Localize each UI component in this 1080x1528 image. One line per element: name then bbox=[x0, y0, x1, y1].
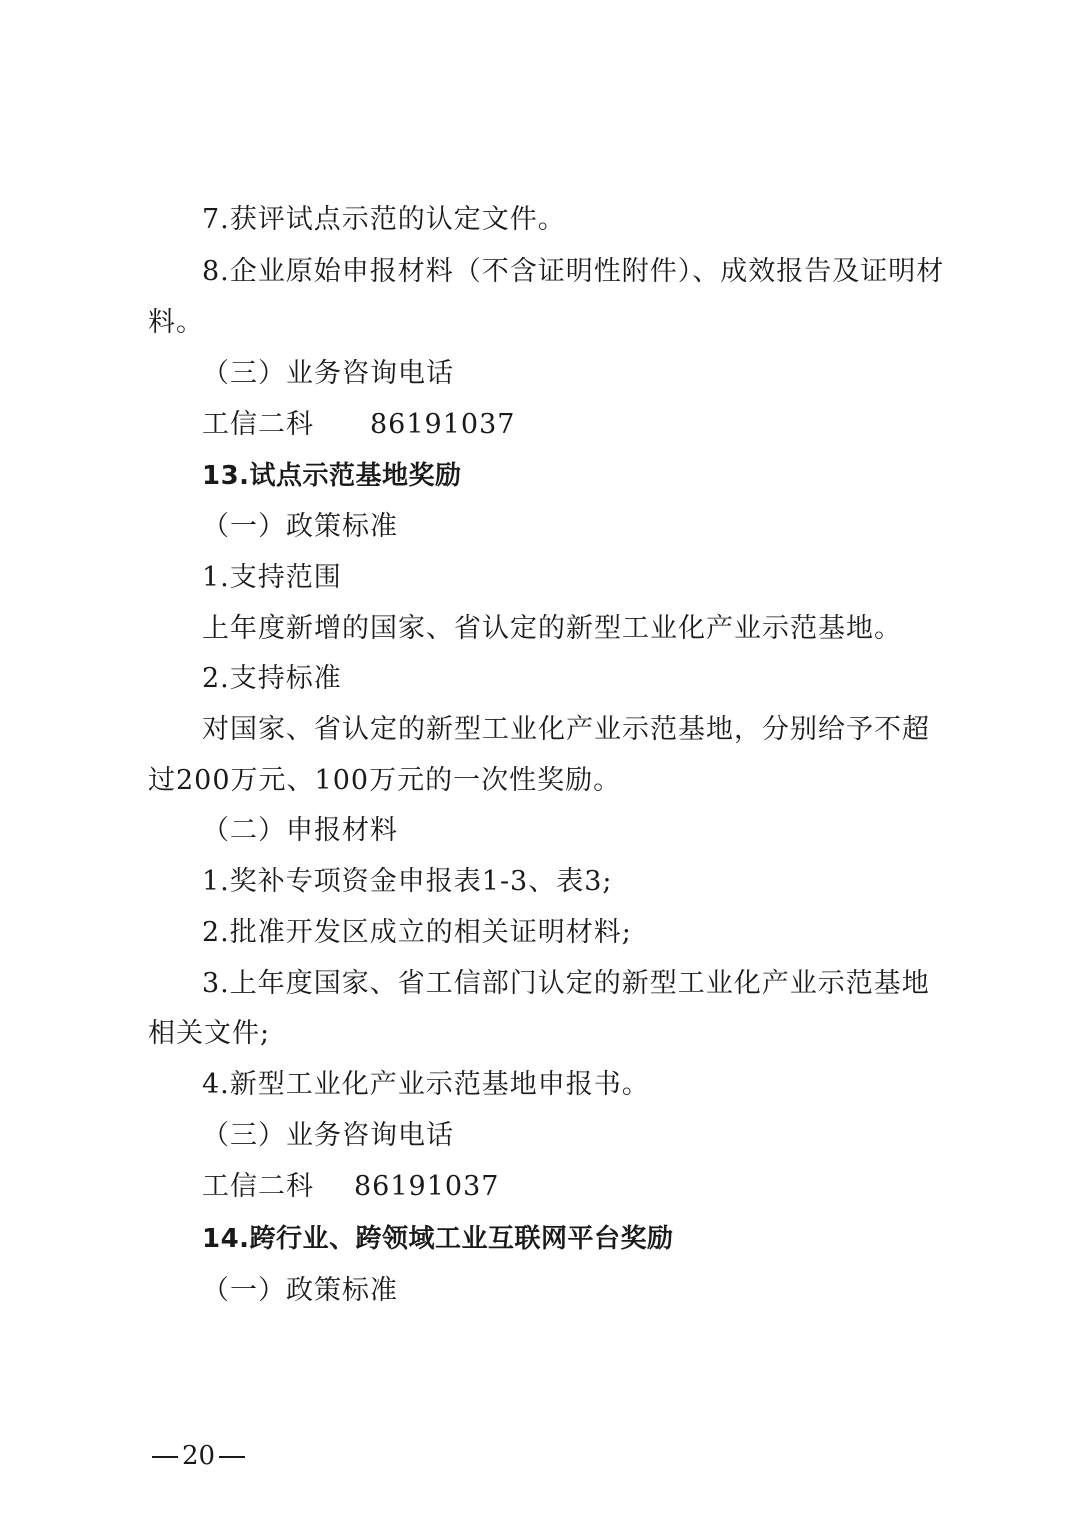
paragraph-continuation: 过200万元、100万元的一次性奖励。 bbox=[148, 765, 622, 796]
phone-number: 86191037 bbox=[370, 409, 516, 440]
dash-left bbox=[152, 1456, 178, 1458]
phone-number: 86191037 bbox=[354, 1171, 500, 1202]
paragraph: 上年度新增的国家、省认定的新型工业化产业示范基地。 bbox=[202, 613, 902, 644]
section-subheading: （三）业务咨询电话 bbox=[202, 1120, 454, 1151]
section-subheading: （二）申报材料 bbox=[202, 815, 398, 846]
phone-department: 工信二科 bbox=[202, 1171, 314, 1202]
page-number bbox=[148, 1438, 249, 1474]
list-item: 1.奖补专项资金申报表1-3、表3; bbox=[202, 866, 613, 897]
paragraph: 对国家、省认定的新型工业化产业示范基地，分别给予不超 bbox=[202, 714, 930, 745]
list-item: 8.企业原始申报材料（不含证明性附件）、成效报告及证明材 bbox=[202, 256, 945, 287]
list-item: 3.上年度国家、省工信部门认定的新型工业化产业示范基地 bbox=[202, 968, 930, 999]
section-subheading: （三）业务咨询电话 bbox=[202, 358, 454, 389]
consult-phone bbox=[202, 407, 515, 443]
consult-phone bbox=[202, 1169, 499, 1205]
section-title: 14.跨行业、跨领域工业互联网平台奖励 bbox=[202, 1224, 674, 1254]
list-item-continuation: 相关文件; bbox=[148, 1018, 271, 1049]
list-item: 2.批准开发区成立的相关证明材料; bbox=[202, 917, 632, 948]
section-subheading: （一）政策标准 bbox=[202, 1275, 398, 1306]
dash-right bbox=[219, 1456, 245, 1458]
item-heading: 1.支持范围 bbox=[202, 562, 342, 593]
list-item-continuation: 料。 bbox=[148, 307, 204, 338]
list-item: 4.新型工业化产业示范基地申报书。 bbox=[202, 1069, 650, 1100]
item-heading: 2.支持标准 bbox=[202, 663, 342, 694]
phone-department: 工信二科 bbox=[202, 409, 314, 440]
section-title: 13.试点示范基地奖励 bbox=[202, 461, 462, 491]
section-subheading: （一）政策标准 bbox=[202, 511, 398, 542]
list-item: 7.获评试点示范的认定文件。 bbox=[202, 204, 566, 235]
page-number-value: 20 bbox=[182, 1441, 216, 1471]
